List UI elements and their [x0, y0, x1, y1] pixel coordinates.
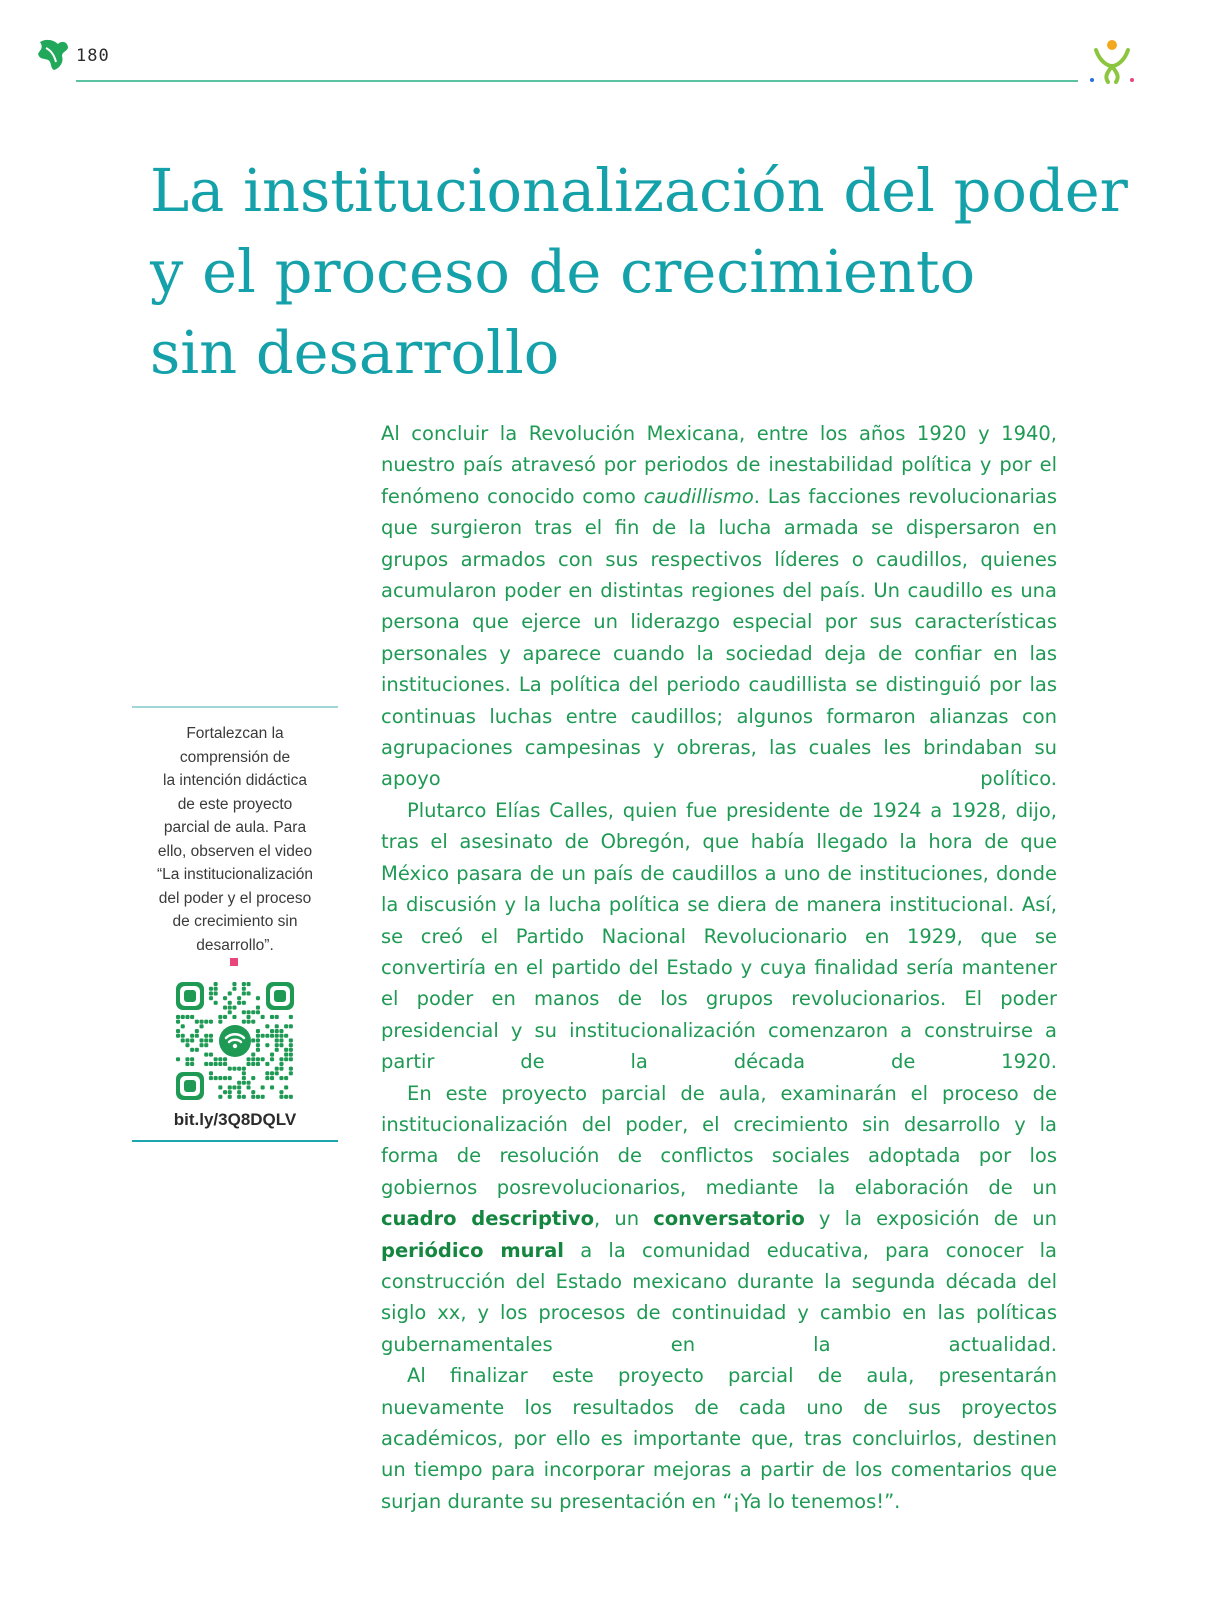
- paragraph-1-text-b: . Las facciones revolucionarias que surgieron tras el fin de la lucha armada se dispersaron en grupos armados con sus respectivos líderes o caudillos, quienes acumularon poder en distintas regiones del país. Un caudillo es una persona que ejerce un liderazgo especial por sus características personales y aparece cuando la sociedad deja de confiar en las instituciones. La política del periodo caudillista se distinguió por las continuas luchas entre caudillos; algunos formaron alianzas con agrupaciones campesinas y obreras, las cuales les brindaban su apoyo político.: [381, 484, 1057, 791]
- qr-module: [195, 1048, 199, 1052]
- sidebar-text: [132, 722, 338, 957]
- qr-module: [218, 1057, 222, 1061]
- qr-module: [176, 1029, 180, 1033]
- qr-module: [270, 1034, 274, 1038]
- qr-code-icon[interactable]: [176, 982, 294, 1100]
- qr-module: [232, 1085, 236, 1089]
- qr-module: [214, 1076, 218, 1080]
- term-periodico-mural: periódico mural: [381, 1238, 564, 1262]
- qr-module: [242, 1001, 246, 1005]
- qr-module: [256, 1043, 260, 1047]
- qr-module: [237, 1001, 241, 1005]
- sidebar-line: de crecimiento sin: [172, 913, 298, 930]
- qr-module: [265, 1076, 269, 1080]
- qr-module: [247, 1015, 251, 1019]
- qr-module: [256, 1048, 260, 1052]
- sidebar-line: comprensión de: [179, 748, 291, 766]
- qr-module: [204, 1038, 208, 1042]
- qr-module: [247, 1062, 251, 1066]
- qr-module: [228, 1010, 232, 1014]
- qr-module: [232, 987, 236, 991]
- qr-module: [261, 1015, 265, 1019]
- qr-module: [218, 1076, 222, 1080]
- leaf-map-icon: [36, 36, 70, 72]
- qr-module: [228, 991, 232, 995]
- qr-module: [237, 1067, 241, 1071]
- qr-module: [223, 1062, 227, 1066]
- qr-module: [284, 1076, 288, 1080]
- qr-module: [289, 1071, 293, 1075]
- qr-module: [242, 991, 246, 995]
- qr-module: [251, 1062, 255, 1066]
- qr-module: [289, 1024, 293, 1028]
- qr-module: [209, 1071, 213, 1075]
- qr-module: [214, 991, 218, 995]
- qr-module: [190, 1062, 194, 1066]
- qr-module: [214, 1001, 218, 1005]
- qr-module: [270, 1029, 274, 1033]
- qr-module: [289, 1038, 293, 1042]
- qr-module: [247, 1020, 251, 1024]
- qr-module: [200, 1043, 204, 1047]
- qr-module: [209, 1034, 213, 1038]
- qr-module: [209, 1053, 213, 1057]
- qr-module: [237, 1095, 241, 1099]
- qr-module: [232, 1006, 236, 1010]
- qr-module: [190, 1015, 194, 1019]
- video-short-link[interactable]: bit.ly/3Q8DQLV: [173, 1110, 297, 1129]
- qr-module: [195, 1020, 199, 1024]
- qr-module: [279, 1029, 283, 1033]
- qr-module: [228, 1095, 232, 1099]
- qr-module: [223, 1076, 227, 1080]
- qr-module: [209, 991, 213, 995]
- qr-module: [247, 991, 251, 995]
- qr-module: [232, 1067, 236, 1071]
- qr-module: [190, 1038, 194, 1042]
- qr-module: [176, 1034, 180, 1038]
- qr-module: [181, 1024, 185, 1028]
- qr-module: [185, 1015, 189, 1019]
- qr-module: [275, 1071, 279, 1075]
- qr-module: [190, 1034, 194, 1038]
- qr-module: [185, 1038, 189, 1042]
- qr-module: [247, 982, 251, 986]
- qr-module: [261, 1085, 265, 1089]
- qr-module: [275, 1029, 279, 1033]
- qr-module: [237, 1090, 241, 1094]
- term-caudillismo: caudillismo: [643, 484, 754, 508]
- qr-module: [289, 1053, 293, 1057]
- qr-module: [284, 1095, 288, 1099]
- qr-module: [223, 1090, 227, 1094]
- qr-module: [256, 1010, 260, 1014]
- qr-module: [242, 1071, 246, 1075]
- qr-module: [279, 1090, 283, 1094]
- qr-module: [256, 1038, 260, 1042]
- qr-module: [223, 1057, 227, 1061]
- qr-module: [275, 1015, 279, 1019]
- video-sidebar: [132, 706, 338, 1142]
- qr-module: [209, 987, 213, 991]
- qr-module: [214, 982, 218, 986]
- qr-module: [237, 1085, 241, 1089]
- qr-module: [284, 1024, 288, 1028]
- qr-module: [237, 996, 241, 1000]
- qr-module: [279, 1038, 283, 1042]
- qr-module: [289, 1048, 293, 1052]
- qr-module: [289, 1095, 293, 1099]
- qr-module: [265, 1024, 269, 1028]
- qr-module: [204, 1062, 208, 1066]
- qr-module: [228, 1076, 232, 1080]
- sidebar-line: parcial de aula. Para: [163, 819, 307, 836]
- qr-module: [265, 1043, 269, 1047]
- qr-module: [284, 1053, 288, 1057]
- qr-module: [242, 1076, 246, 1080]
- figure-sprout-icon: [1086, 36, 1138, 86]
- qr-module: [247, 1085, 251, 1089]
- qr-module: [200, 1024, 204, 1028]
- qr-module: [195, 1034, 199, 1038]
- qr-module: [275, 1034, 279, 1038]
- qr-module: [185, 1057, 189, 1061]
- qr-module: [218, 1095, 222, 1099]
- sidebar-line: “La institucionalización: [157, 866, 313, 883]
- qr-module: [270, 1057, 274, 1061]
- qr-module: [228, 1090, 232, 1094]
- sidebar-line: del poder y el proceso: [158, 889, 312, 907]
- qr-module: [242, 1081, 246, 1085]
- qr-module: [251, 1038, 255, 1042]
- qr-module: [275, 1067, 279, 1071]
- pink-square-marker: [230, 958, 238, 966]
- qr-module: [195, 1029, 199, 1033]
- qr-module: [185, 1062, 189, 1066]
- qr-module: [204, 1043, 208, 1047]
- qr-module: [265, 1034, 269, 1038]
- qr-module: [214, 987, 218, 991]
- qr-module: [275, 1038, 279, 1042]
- sidebar-line: desarrollo”.: [196, 936, 274, 954]
- qr-module: [214, 1062, 218, 1066]
- qr-module: [209, 1020, 213, 1024]
- qr-module: [218, 1020, 222, 1024]
- qr-module: [181, 1034, 185, 1038]
- qr-module: [181, 1038, 185, 1042]
- qr-module: [228, 1085, 232, 1089]
- qr-module: [279, 1067, 283, 1071]
- qr-module: [275, 1043, 279, 1047]
- qr-module: [256, 1057, 260, 1061]
- qr-module: [176, 1020, 180, 1024]
- qr-module: [270, 1085, 274, 1089]
- paragraph-1: [381, 418, 1057, 795]
- qr-module: [279, 1095, 283, 1099]
- paragraph-3-text-c: , un: [594, 1207, 654, 1231]
- body-text: [381, 418, 1057, 1517]
- qr-module: [251, 1010, 255, 1014]
- qr-module: [261, 1057, 265, 1061]
- qr-module: [176, 1015, 180, 1019]
- qr-module: [275, 1024, 279, 1028]
- qr-module: [284, 1057, 288, 1061]
- page-number: 180: [76, 46, 110, 66]
- qr-module: [279, 1076, 283, 1080]
- qr-module: [270, 1071, 274, 1075]
- paragraph-4: Al finalizar este proyecto parcial de aula, presentarán nuevamente los resultados de cada uno de sus proyectos académicos, por ello es importante que, tras concluirlos, destinen un tiempo para incorporar mejoras a partir de los comentarios que surjan durante su presentación en “¡Ya lo tenemos!”.: [381, 1364, 1057, 1513]
- qr-module: [228, 1001, 232, 1005]
- qr-module: [270, 1053, 274, 1057]
- qr-module: [242, 1095, 246, 1099]
- qr-module: [228, 1067, 232, 1071]
- qr-module: [218, 1062, 222, 1066]
- qr-module: [284, 1034, 288, 1038]
- qr-module: [251, 1095, 255, 1099]
- qr-module: [214, 1057, 218, 1061]
- qr-module: [223, 1006, 227, 1010]
- qr-module: [256, 1095, 260, 1099]
- qr-module: [242, 1020, 246, 1024]
- qr-module: [279, 1057, 283, 1061]
- title-line-1: La institucionalización del poder: [150, 156, 1128, 225]
- paragraph-3: [381, 1078, 1057, 1361]
- sidebar-line: de este proyecto: [177, 795, 293, 813]
- qr-module: [204, 1034, 208, 1038]
- qr-module: [209, 1062, 213, 1066]
- qr-module: [247, 1057, 251, 1061]
- qr-module: [265, 1071, 269, 1075]
- qr-module: [209, 1038, 213, 1042]
- qr-module: [200, 1038, 204, 1042]
- qr-module: [279, 1043, 283, 1047]
- paragraph-2: Plutarco Elías Calles, quien fue presidente de 1924 a 1928, dijo, tras el asesinato de Obregón, que había llegado la hora de que México pasara de un país de caudillos a uno de instituciones, donde la discusión y la lucha política se diera de manera institucional. Así, se creó el Partido Nacional Revolucionario en 1929, que se convertiría en el partido del Estado y cuya finalidad sería mantener el poder en manos de los grupos revolucionarios. El poder presidencial y su institucionalización comenzaron a construirse a partir de la década de 1920.: [381, 798, 1057, 1074]
- qr-module: [265, 1062, 269, 1066]
- qr-module: [247, 1010, 251, 1014]
- qr-module: [200, 1020, 204, 1024]
- qr-module: [242, 982, 246, 986]
- qr-module: [209, 996, 213, 1000]
- header-rule: [76, 80, 1078, 82]
- qr-module: [256, 1062, 260, 1066]
- sidebar-line: la intención didáctica: [163, 772, 307, 789]
- qr-module: [242, 1067, 246, 1071]
- paragraph-3-text-a: En este proyecto parcial de aula, examinarán el proceso de institucionalización del poder, el crecimiento sin desarrollo y la forma de resolución de conflictos sociales adoptada por los gobiernos posrevolucionarios, mediante la elaboración de un: [381, 1081, 1057, 1199]
- qr-module: [284, 1085, 288, 1089]
- qr-module: [181, 1015, 185, 1019]
- qr-module: [209, 1076, 213, 1080]
- qr-module: [218, 1015, 222, 1019]
- qr-module: [251, 1053, 255, 1057]
- title-line-3: sin desarrollo: [150, 318, 560, 387]
- page-title: [150, 150, 1128, 393]
- qr-module: [275, 1048, 279, 1052]
- qr-module: [223, 996, 227, 1000]
- qr-module: [289, 1057, 293, 1061]
- qr-module: [284, 1048, 288, 1052]
- term-conversatorio: conversatorio: [653, 1207, 805, 1231]
- qr-module: [190, 1048, 194, 1052]
- qr-module: [251, 1076, 255, 1080]
- qr-module: [256, 1034, 260, 1038]
- qr-module: [232, 1015, 236, 1019]
- qr-module: [279, 1034, 283, 1038]
- term-cuadro-descriptivo: cuadro descriptivo: [381, 1207, 595, 1231]
- qr-module: [242, 987, 246, 991]
- qr-module: [204, 1053, 208, 1057]
- qr-module: [237, 1081, 241, 1085]
- qr-module: [176, 1057, 180, 1061]
- qr-module: [185, 1043, 189, 1047]
- qr-module: [279, 1062, 283, 1066]
- qr-module: [261, 1034, 265, 1038]
- qr-module: [251, 1090, 255, 1094]
- paragraph-3-text-e: a la comunidad educativa, para conocer la construcción del Estado mexicano durante la segunda década del siglo xx, y los procesos de continuidad y cambio en las políticas gubernamentales en la actualidad.: [381, 1238, 1057, 1356]
- qr-module: [270, 1015, 274, 1019]
- qr-module: [270, 1076, 274, 1080]
- qr-module: [256, 1006, 260, 1010]
- qr-module: [251, 1020, 255, 1024]
- qr-module: [218, 1085, 222, 1089]
- qr-module: [242, 1010, 246, 1014]
- qr-module: [289, 1043, 293, 1047]
- sidebar-line: Fortalezcan la: [186, 725, 284, 742]
- qr-module: [261, 1095, 265, 1099]
- qr-module: [247, 1081, 251, 1085]
- qr-module: [289, 1015, 293, 1019]
- qr-module: [190, 1057, 194, 1061]
- qr-module: [232, 982, 236, 986]
- qr-module: [256, 1029, 260, 1033]
- paragraph-3-text-d: y la exposición de un: [804, 1207, 1057, 1231]
- title-line-2: y el proceso de crecimiento: [150, 237, 976, 306]
- qr-module: [223, 1015, 227, 1019]
- sidebar-line: ello, observen el video: [157, 842, 313, 860]
- qr-module: [204, 1020, 208, 1024]
- paragraph-1-text-a: Al concluir la Revolución Mexicana, entre los años 1920 y 1940, nuestro país atravesó por periodos de inestabilidad política y por el fenómeno conocido como: [381, 422, 1057, 508]
- qr-module: [289, 1067, 293, 1071]
- qr-module: [251, 1057, 255, 1061]
- qr-module: [256, 996, 260, 1000]
- qr-module: [228, 1006, 232, 1010]
